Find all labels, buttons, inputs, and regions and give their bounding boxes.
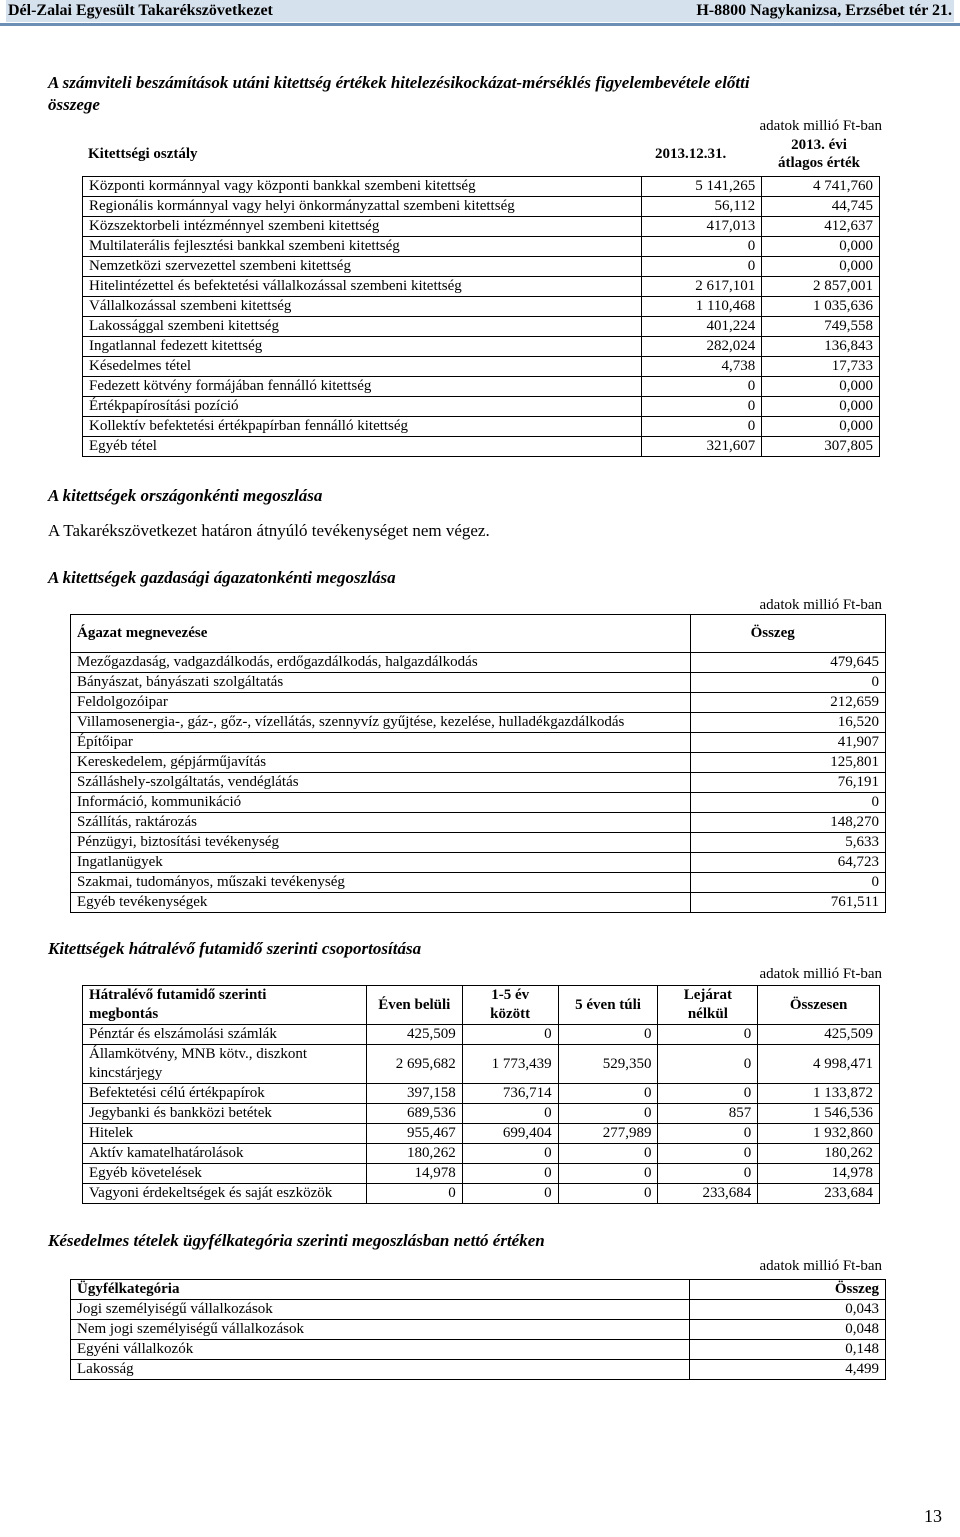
table-row bbox=[83, 1045, 880, 1084]
table-row bbox=[83, 297, 880, 317]
table-row bbox=[71, 653, 886, 673]
exposure-value-2013-average: 44,745 bbox=[762, 197, 880, 217]
maturity-value-b: 0 bbox=[462, 1104, 558, 1124]
exposure-value-2013-12-31: 2 617,101 bbox=[642, 277, 762, 297]
client-category-label: Jogi személyiségű vállalkozások bbox=[71, 1300, 690, 1320]
maturity-value-a: 2 695,682 bbox=[366, 1045, 462, 1084]
sector-label: Információ, kommunikáció bbox=[71, 793, 691, 813]
section3-header-row bbox=[71, 615, 886, 653]
maturity-row-label-line1: Vagyoni érdekeltségek és saját eszközök bbox=[89, 1185, 333, 1201]
section4-col-1-5-line1: 1-5 év bbox=[491, 987, 530, 1003]
table-row bbox=[83, 337, 880, 357]
exposure-value-2013-average: 0,000 bbox=[762, 377, 880, 397]
section3-col-total: Összeg bbox=[690, 615, 885, 653]
maturity-value-e: 425,509 bbox=[758, 1025, 880, 1045]
exposure-value-2013-average: 1 035,636 bbox=[762, 297, 880, 317]
maturity-value-c: 0 bbox=[558, 1144, 658, 1164]
exposure-class-label: Értékpapírosítási pozíció bbox=[83, 397, 642, 417]
exposure-value-2013-average: 0,000 bbox=[762, 397, 880, 417]
maturity-row-label bbox=[83, 1144, 367, 1164]
table-row bbox=[83, 377, 880, 397]
exposure-class-label: Ingatlannal fedezett kitettség bbox=[83, 337, 642, 357]
exposure-value-2013-average: 4 741,760 bbox=[762, 177, 880, 197]
maturity-value-b: 0 bbox=[462, 1144, 558, 1164]
table-row bbox=[83, 277, 880, 297]
sector-amount: 0 bbox=[690, 793, 885, 813]
section4-col-maturity-line2: megbontás bbox=[89, 1006, 159, 1022]
maturity-row-label bbox=[83, 1084, 367, 1104]
exposure-value-2013-12-31: 417,013 bbox=[642, 217, 762, 237]
sector-label: Kereskedelem, gépjárműjavítás bbox=[71, 753, 691, 773]
section1-col-avg-line2: átlagos érték bbox=[777, 155, 861, 171]
maturity-value-b: 736,714 bbox=[462, 1084, 558, 1104]
exposure-class-label: Fedezett kötvény formájában fennálló kitettség bbox=[83, 377, 642, 397]
header-address: H-8800 Nagykanizsa, Erzsébet tér 21. bbox=[696, 2, 952, 19]
section5-col-total: Összeg bbox=[690, 1280, 886, 1300]
exposure-class-label: Nemzetközi szervezettel szembeni kitettség bbox=[83, 257, 642, 277]
table-row bbox=[71, 753, 886, 773]
maturity-row-label bbox=[83, 1164, 367, 1184]
sector-amount: 148,270 bbox=[690, 813, 885, 833]
maturity-value-a: 689,536 bbox=[366, 1104, 462, 1124]
table-row bbox=[71, 773, 886, 793]
table-row bbox=[71, 673, 886, 693]
maturity-row-label-line1: Pénztár és elszámolási számlák bbox=[89, 1026, 277, 1042]
client-category-label: Egyéni vállalkozók bbox=[71, 1340, 690, 1360]
sector-label: Ingatlanügyek bbox=[71, 853, 691, 873]
table-row bbox=[71, 733, 886, 753]
maturity-value-e: 4 998,471 bbox=[758, 1045, 880, 1084]
sector-label: Szakmai, tudományos, műszaki tevékenység bbox=[71, 873, 691, 893]
sector-amount: 125,801 bbox=[690, 753, 885, 773]
page-number: 13 bbox=[924, 1506, 942, 1526]
section1-col-class: Kitettségi osztály bbox=[88, 146, 198, 162]
table-row bbox=[83, 177, 880, 197]
exposure-class-label: Vállalkozással szembeni kitettség bbox=[83, 297, 642, 317]
section4-col-maturity-line1: Hátralévő futamidő szerinti bbox=[89, 987, 267, 1003]
maturity-value-e: 233,684 bbox=[758, 1184, 880, 1204]
exposure-value-2013-12-31: 401,224 bbox=[642, 317, 762, 337]
maturity-row-label-line1: Aktív kamatelhatárolások bbox=[89, 1145, 244, 1161]
maturity-value-b: 0 bbox=[462, 1025, 558, 1045]
maturity-value-a: 425,509 bbox=[366, 1025, 462, 1045]
table-row bbox=[71, 813, 886, 833]
section5-col-name: Ügyfélkategória bbox=[71, 1280, 690, 1300]
exposure-class-label: Közszektorbeli intézménnyel szembeni kitettség bbox=[83, 217, 642, 237]
exposure-value-2013-12-31: 0 bbox=[642, 237, 762, 257]
maturity-value-a: 14,978 bbox=[366, 1164, 462, 1184]
maturity-row-label-line2: kincstárjegy bbox=[89, 1065, 163, 1081]
exposure-value-2013-12-31: 4,738 bbox=[642, 357, 762, 377]
table-row bbox=[83, 317, 880, 337]
section4-header-row bbox=[83, 986, 880, 1025]
maturity-row-label bbox=[83, 1104, 367, 1124]
table-row bbox=[83, 1025, 880, 1045]
section5-header-row bbox=[71, 1280, 886, 1300]
sector-label: Pénzügyi, biztosítási tevékenység bbox=[71, 833, 691, 853]
section3-unit: adatok millió Ft-ban bbox=[759, 597, 882, 613]
section4-col-no-maturity-line1: Lejárat bbox=[683, 987, 733, 1003]
table-row bbox=[71, 1320, 886, 1340]
maturity-value-b: 1 773,439 bbox=[462, 1045, 558, 1084]
sector-amount: 16,520 bbox=[690, 713, 885, 733]
exposure-value-2013-12-31: 0 bbox=[642, 377, 762, 397]
section2-title: A kitettségek országonkénti megoszlása bbox=[48, 486, 323, 505]
section1-title-line1: A számviteli beszámítások utáni kitettség értékek hitelezésikockázat-mérséklés figyelembevétele előtti bbox=[48, 73, 750, 92]
section3-table bbox=[70, 614, 886, 913]
section1-title bbox=[48, 72, 928, 116]
maturity-value-d: 233,684 bbox=[658, 1184, 758, 1204]
maturity-value-c: 0 bbox=[558, 1164, 658, 1184]
maturity-value-e: 180,262 bbox=[758, 1144, 880, 1164]
table-row bbox=[83, 437, 880, 457]
table-row bbox=[71, 1340, 886, 1360]
exposure-class-label: Hitelintézettel és befektetési vállalkozással szembeni kitettség bbox=[83, 277, 642, 297]
maturity-value-a: 955,467 bbox=[366, 1124, 462, 1144]
section4-col-maturity bbox=[83, 986, 367, 1025]
maturity-row-label-line1: Jegybanki és bankközi betétek bbox=[89, 1105, 272, 1121]
section4-col-over-5-years: 5 éven túli bbox=[558, 986, 658, 1025]
maturity-row-label bbox=[83, 1184, 367, 1204]
section4-unit: adatok millió Ft-ban bbox=[759, 966, 882, 982]
maturity-value-d: 0 bbox=[658, 1084, 758, 1104]
exposure-class-label: Késedelmes tétel bbox=[83, 357, 642, 377]
table-row bbox=[71, 693, 886, 713]
exposure-class-label: Központi kormánnyal vagy központi bankkal szembeni kitettség bbox=[83, 177, 642, 197]
exposure-value-2013-average: 307,805 bbox=[762, 437, 880, 457]
maturity-value-b: 0 bbox=[462, 1164, 558, 1184]
exposure-value-2013-12-31: 0 bbox=[642, 397, 762, 417]
maturity-value-e: 1 932,860 bbox=[758, 1124, 880, 1144]
maturity-row-label-line1: Hitelek bbox=[89, 1125, 134, 1141]
maturity-value-d: 0 bbox=[658, 1164, 758, 1184]
sector-label: Építőipar bbox=[71, 733, 691, 753]
table-row bbox=[83, 417, 880, 437]
exposure-value-2013-12-31: 0 bbox=[642, 257, 762, 277]
maturity-value-d: 0 bbox=[658, 1144, 758, 1164]
exposure-class-label: Egyéb tétel bbox=[83, 437, 642, 457]
exposure-class-label: Regionális kormánnyal vagy helyi önkormányzattal szembeni kitettség bbox=[83, 197, 642, 217]
sector-amount: 0 bbox=[690, 673, 885, 693]
maturity-value-e: 14,978 bbox=[758, 1164, 880, 1184]
exposure-value-2013-average: 17,733 bbox=[762, 357, 880, 377]
client-category-amount: 0,148 bbox=[690, 1340, 886, 1360]
table-row bbox=[83, 257, 880, 277]
exposure-class-label: Lakossággal szembeni kitettség bbox=[83, 317, 642, 337]
maturity-value-d: 857 bbox=[658, 1104, 758, 1124]
exposure-value-2013-average: 2 857,001 bbox=[762, 277, 880, 297]
table-row bbox=[83, 1184, 880, 1204]
sector-amount: 64,723 bbox=[690, 853, 885, 873]
sector-amount: 76,191 bbox=[690, 773, 885, 793]
section4-col-no-maturity-line2: nélkül bbox=[687, 1006, 728, 1022]
section1-table bbox=[82, 176, 880, 457]
sector-label: Bányászat, bányászati szolgáltatás bbox=[71, 673, 691, 693]
exposure-value-2013-12-31: 282,024 bbox=[642, 337, 762, 357]
table-row bbox=[83, 1164, 880, 1184]
sector-label: Szálláshely-szolgáltatás, vendéglátás bbox=[71, 773, 691, 793]
section5-table bbox=[70, 1279, 886, 1380]
table-row bbox=[83, 237, 880, 257]
table-row bbox=[83, 1084, 880, 1104]
maturity-row-label bbox=[83, 1124, 367, 1144]
maturity-value-d: 0 bbox=[658, 1025, 758, 1045]
maturity-row-label-line1: Befektetési célú értékpapírok bbox=[89, 1085, 265, 1101]
section4-col-total: Összesen bbox=[758, 986, 880, 1025]
maturity-value-e: 1 546,536 bbox=[758, 1104, 880, 1124]
exposure-value-2013-average: 0,000 bbox=[762, 417, 880, 437]
section3-col-name: Ágazat megnevezése bbox=[71, 615, 691, 653]
maturity-value-a: 397,158 bbox=[366, 1084, 462, 1104]
client-category-label: Nem jogi személyiségű vállalkozások bbox=[71, 1320, 690, 1340]
table-row bbox=[71, 1360, 886, 1380]
table-row bbox=[71, 833, 886, 853]
table-row bbox=[83, 217, 880, 237]
maturity-row-label bbox=[83, 1025, 367, 1045]
table-row bbox=[83, 1124, 880, 1144]
section1-col-avg-line1: 2013. évi bbox=[791, 137, 847, 153]
maturity-value-c: 0 bbox=[558, 1084, 658, 1104]
exposure-value-2013-average: 412,637 bbox=[762, 217, 880, 237]
sector-amount: 41,907 bbox=[690, 733, 885, 753]
sector-label: Mezőgazdaság, vadgazdálkodás, erdőgazdálkodás, halgazdálkodás bbox=[71, 653, 691, 673]
section5-title: Késedelmes tételek ügyfélkategória szerinti megoszlásban nettó értéken bbox=[48, 1231, 545, 1250]
maturity-value-c: 0 bbox=[558, 1104, 658, 1124]
client-category-amount: 0,043 bbox=[690, 1300, 886, 1320]
sector-label: Szállítás, raktározás bbox=[71, 813, 691, 833]
maturity-value-a: 180,262 bbox=[366, 1144, 462, 1164]
maturity-value-e: 1 133,872 bbox=[758, 1084, 880, 1104]
exposure-value-2013-12-31: 5 141,265 bbox=[642, 177, 762, 197]
section4-col-1-5-line2: között bbox=[490, 1006, 531, 1022]
sector-amount: 212,659 bbox=[690, 693, 885, 713]
exposure-class-label: Kollektív befektetési értékpapírban fennálló kitettség bbox=[83, 417, 642, 437]
client-category-amount: 0,048 bbox=[690, 1320, 886, 1340]
maturity-value-d: 0 bbox=[658, 1045, 758, 1084]
maturity-value-b: 699,404 bbox=[462, 1124, 558, 1144]
exposure-class-label: Multilaterális fejlesztési bankkal szembeni kitettség bbox=[83, 237, 642, 257]
maturity-value-b: 0 bbox=[462, 1184, 558, 1204]
sector-label: Feldolgozóipar bbox=[71, 693, 691, 713]
exposure-value-2013-12-31: 0 bbox=[642, 417, 762, 437]
sector-amount: 0 bbox=[690, 873, 885, 893]
section1-col-avg bbox=[764, 136, 874, 172]
section1-title-line2: összege bbox=[48, 95, 100, 114]
client-category-label: Lakosság bbox=[71, 1360, 690, 1380]
sector-label: Egyéb tevékenységek bbox=[71, 893, 691, 913]
sector-amount: 761,511 bbox=[690, 893, 885, 913]
table-row bbox=[83, 1144, 880, 1164]
table-row bbox=[83, 197, 880, 217]
maturity-value-a: 0 bbox=[366, 1184, 462, 1204]
exposure-value-2013-average: 749,558 bbox=[762, 317, 880, 337]
maturity-value-d: 0 bbox=[658, 1124, 758, 1144]
table-row bbox=[83, 1104, 880, 1124]
exposure-value-2013-12-31: 321,607 bbox=[642, 437, 762, 457]
table-row bbox=[71, 873, 886, 893]
section4-title: Kitettségek hátralévő futamidő szerinti csoportosítása bbox=[48, 939, 422, 958]
maturity-value-c: 277,989 bbox=[558, 1124, 658, 1144]
maturity-row-label-line1: Egyéb követelések bbox=[89, 1165, 202, 1181]
section4-col-1-5-years bbox=[462, 986, 558, 1025]
maturity-value-c: 0 bbox=[558, 1184, 658, 1204]
table-row bbox=[71, 893, 886, 913]
exposure-value-2013-12-31: 56,112 bbox=[642, 197, 762, 217]
section4-col-no-maturity bbox=[658, 986, 758, 1025]
table-row bbox=[83, 397, 880, 417]
exposure-value-2013-average: 0,000 bbox=[762, 237, 880, 257]
section3-title: A kitettségek gazdasági ágazatonkénti megoszlása bbox=[48, 568, 396, 587]
sector-amount: 479,645 bbox=[690, 653, 885, 673]
section1-col-date: 2013.12.31. bbox=[655, 146, 727, 162]
maturity-row-label bbox=[83, 1045, 367, 1084]
exposure-value-2013-average: 136,843 bbox=[762, 337, 880, 357]
sector-amount: 5,633 bbox=[690, 833, 885, 853]
table-row bbox=[71, 853, 886, 873]
section4-col-within-year: Éven belüli bbox=[366, 986, 462, 1025]
section1-unit: adatok millió Ft-ban bbox=[759, 118, 882, 134]
maturity-value-c: 0 bbox=[558, 1025, 658, 1045]
table-row bbox=[71, 793, 886, 813]
table-row bbox=[83, 357, 880, 377]
table-row bbox=[71, 713, 886, 733]
exposure-value-2013-12-31: 1 110,468 bbox=[642, 297, 762, 317]
table-row bbox=[71, 1300, 886, 1320]
section2-text: A Takarékszövetkezet határon átnyúló tevékenységet nem végez. bbox=[48, 521, 490, 540]
page-header bbox=[0, 0, 960, 26]
maturity-value-c: 529,350 bbox=[558, 1045, 658, 1084]
section5-unit: adatok millió Ft-ban bbox=[759, 1258, 882, 1274]
maturity-row-label-line1: Államkötvény, MNB kötv., diszkont bbox=[89, 1046, 308, 1062]
header-institution: Dél-Zalai Egyesült Takarékszövetkezet bbox=[8, 2, 273, 19]
section4-table bbox=[82, 985, 880, 1204]
exposure-value-2013-average: 0,000 bbox=[762, 257, 880, 277]
client-category-amount: 4,499 bbox=[690, 1360, 886, 1380]
sector-label: Villamosenergia-, gáz-, gőz-, vízellátás, szennyvíz gyűjtése, kezelése, hulladékgazdálkodás bbox=[71, 713, 691, 733]
